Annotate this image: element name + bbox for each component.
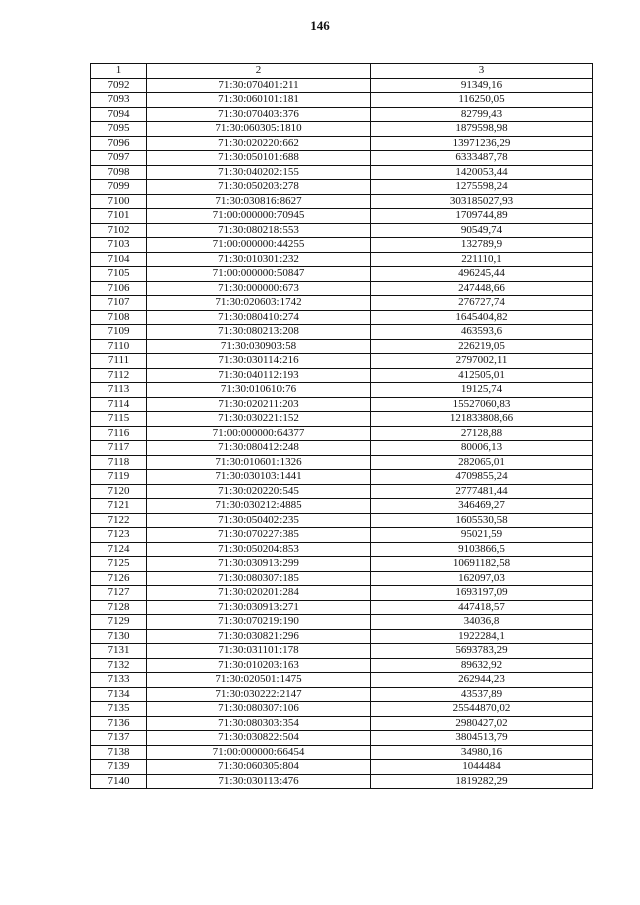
cadastral-number-cell: 71:00:000000:70945 [147,209,371,224]
value-cell: 34036,8 [371,615,593,630]
cadastral-number-cell: 71:30:010301:232 [147,252,371,267]
value-cell: 262944,23 [371,673,593,688]
table-row [91,180,593,195]
cadastral-number-cell: 71:00:000000:66454 [147,745,371,760]
page-number: 146 [310,18,330,33]
cadastral-number-cell: 71:30:030821:296 [147,629,371,644]
row-number-cell: 7122 [91,513,147,528]
table-row [91,426,593,441]
row-number-cell: 7107 [91,296,147,311]
table-row [91,499,593,514]
table-row [91,383,593,398]
cadastral-number-cell: 71:30:080303:354 [147,716,371,731]
table-row [91,615,593,630]
value-cell: 447418,57 [371,600,593,615]
row-number-cell: 7128 [91,600,147,615]
row-number-cell: 7111 [91,354,147,369]
table-row [91,136,593,151]
cadastral-number-cell: 71:30:020603:1742 [147,296,371,311]
row-number-cell: 7098 [91,165,147,180]
value-cell: 226219,05 [371,339,593,354]
value-cell: 1709744,89 [371,209,593,224]
row-number-cell: 7094 [91,107,147,122]
row-number-cell: 7129 [91,615,147,630]
cadastral-number-cell: 71:30:050204:853 [147,542,371,557]
table-row [91,600,593,615]
value-cell: 463593,6 [371,325,593,340]
cadastral-number-cell: 71:30:080307:185 [147,571,371,586]
row-number-cell: 7092 [91,78,147,93]
table-row [91,151,593,166]
table-row [91,412,593,427]
row-number-cell: 7132 [91,658,147,673]
cadastral-number-cell: 71:30:030221:152 [147,412,371,427]
table-row [91,470,593,485]
cadastral-number-cell: 71:30:020220:662 [147,136,371,151]
row-number-cell: 7097 [91,151,147,166]
value-cell: 13971236,29 [371,136,593,151]
cadastral-number-cell: 71:30:020220:545 [147,484,371,499]
row-number-cell: 7108 [91,310,147,325]
cadastral-number-cell: 71:30:031101:178 [147,644,371,659]
cadastral-number-cell: 71:30:040202:155 [147,165,371,180]
cadastral-number-cell: 71:30:060305:804 [147,760,371,775]
cadastral-number-cell: 71:00:000000:44255 [147,238,371,253]
value-cell: 9103866,5 [371,542,593,557]
cadastral-number-cell: 71:30:080218:553 [147,223,371,238]
value-cell: 10691182,58 [371,557,593,572]
row-number-cell: 7137 [91,731,147,746]
row-number-cell: 7101 [91,209,147,224]
cadastral-number-cell: 71:00:000000:64377 [147,426,371,441]
cadastral-number-cell: 71:30:030212:4885 [147,499,371,514]
table-row [91,658,593,673]
row-number-cell: 7126 [91,571,147,586]
value-cell: 276727,74 [371,296,593,311]
value-cell: 1645404,82 [371,310,593,325]
value-cell: 90549,74 [371,223,593,238]
row-number-cell: 7125 [91,557,147,572]
table-row [91,731,593,746]
row-number-cell: 7096 [91,136,147,151]
value-cell: 1420053,44 [371,165,593,180]
value-cell: 1879598,98 [371,122,593,137]
table-row [91,745,593,760]
table-row [91,252,593,267]
table-row [91,397,593,412]
row-number-cell: 7130 [91,629,147,644]
cadastral-number-cell: 71:30:040112:193 [147,368,371,383]
value-cell: 82799,43 [371,107,593,122]
cadastral-number-cell: 71:30:060101:181 [147,93,371,108]
row-number-cell: 7134 [91,687,147,702]
cadastral-number-cell: 71:30:080213:208 [147,325,371,340]
table-row [91,93,593,108]
table-row [91,194,593,209]
cadastral-number-cell: 71:30:010601:1326 [147,455,371,470]
cadastral-number-cell: 71:30:080412:248 [147,441,371,456]
column-header-1: 1 [91,64,147,79]
cadastral-number-cell: 71:30:070227:385 [147,528,371,543]
row-number-cell: 7100 [91,194,147,209]
row-number-cell: 7113 [91,383,147,398]
table-row [91,687,593,702]
table-body [91,78,593,789]
table-row [91,238,593,253]
cadastral-number-cell: 71:30:020501:1475 [147,673,371,688]
registry-table [90,63,593,789]
value-cell: 91349,16 [371,78,593,93]
row-number-cell: 7095 [91,122,147,137]
value-cell: 247448,66 [371,281,593,296]
table-row [91,455,593,470]
table-row [91,107,593,122]
value-cell: 95021,59 [371,528,593,543]
cadastral-number-cell: 71:30:030913:299 [147,557,371,572]
row-number-cell: 7112 [91,368,147,383]
value-cell: 221110,1 [371,252,593,267]
row-number-cell: 7133 [91,673,147,688]
cadastral-number-cell: 71:30:030822:504 [147,731,371,746]
table-row [91,223,593,238]
table-row [91,441,593,456]
row-number-cell: 7099 [91,180,147,195]
value-cell: 6333487,78 [371,151,593,166]
row-number-cell: 7136 [91,716,147,731]
table-row [91,325,593,340]
table-row [91,586,593,601]
table-header [91,64,593,79]
table-row [91,296,593,311]
column-header-3: 3 [371,64,593,79]
table-row [91,644,593,659]
cadastral-number-cell: 71:30:030222:2147 [147,687,371,702]
row-number-cell: 7116 [91,426,147,441]
value-cell: 132789,9 [371,238,593,253]
table-row [91,122,593,137]
cadastral-number-cell: 71:30:030114:216 [147,354,371,369]
value-cell: 1693197,09 [371,586,593,601]
row-number-cell: 7127 [91,586,147,601]
row-number-cell: 7138 [91,745,147,760]
row-number-cell: 7123 [91,528,147,543]
table-row [91,673,593,688]
table-row [91,281,593,296]
value-cell: 80006,13 [371,441,593,456]
table-row [91,557,593,572]
cadastral-number-cell: 71:30:030816:8627 [147,194,371,209]
value-cell: 1605530,58 [371,513,593,528]
header-row [91,64,593,79]
table-row [91,165,593,180]
row-number-cell: 7131 [91,644,147,659]
table-row [91,513,593,528]
row-number-cell: 7140 [91,774,147,789]
value-cell: 496245,44 [371,267,593,282]
cadastral-number-cell: 71:30:010610:76 [147,383,371,398]
cadastral-number-cell: 71:30:030913:271 [147,600,371,615]
table-row [91,267,593,282]
cadastral-number-cell: 71:30:050101:688 [147,151,371,166]
row-number-cell: 7105 [91,267,147,282]
table-row [91,702,593,717]
value-cell: 303185027,93 [371,194,593,209]
value-cell: 116250,05 [371,93,593,108]
row-number-cell: 7117 [91,441,147,456]
cadastral-number-cell: 71:30:070401:211 [147,78,371,93]
value-cell: 34980,16 [371,745,593,760]
table-row [91,716,593,731]
cadastral-number-cell: 71:30:010203:163 [147,658,371,673]
cadastral-number-cell: 71:30:000000:673 [147,281,371,296]
value-cell: 282065,01 [371,455,593,470]
table-row [91,368,593,383]
table-row [91,484,593,499]
row-number-cell: 7114 [91,397,147,412]
value-cell: 19125,74 [371,383,593,398]
value-cell: 2797002,11 [371,354,593,369]
table-row [91,774,593,789]
value-cell: 25544870,02 [371,702,593,717]
table-row [91,354,593,369]
value-cell: 3804513,79 [371,731,593,746]
cadastral-number-cell: 71:30:030113:476 [147,774,371,789]
value-cell: 2777481,44 [371,484,593,499]
row-number-cell: 7104 [91,252,147,267]
value-cell: 1922284,1 [371,629,593,644]
cadastral-number-cell: 71:30:020201:284 [147,586,371,601]
value-cell: 1819282,29 [371,774,593,789]
value-cell: 1044484 [371,760,593,775]
cadastral-number-cell: 71:00:000000:50847 [147,267,371,282]
row-number-cell: 7110 [91,339,147,354]
value-cell: 346469,27 [371,499,593,514]
cadastral-number-cell: 71:30:060305:1810 [147,122,371,137]
cadastral-number-cell: 71:30:050203:278 [147,180,371,195]
table-row [91,209,593,224]
table-row [91,78,593,93]
row-number-cell: 7106 [91,281,147,296]
cadastral-number-cell: 71:30:030103:1441 [147,470,371,485]
cadastral-number-cell: 71:30:080307:106 [147,702,371,717]
table-row [91,629,593,644]
value-cell: 27128,88 [371,426,593,441]
table-row [91,542,593,557]
row-number-cell: 7109 [91,325,147,340]
column-header-2: 2 [147,64,371,79]
value-cell: 4709855,24 [371,470,593,485]
value-cell: 412505,01 [371,368,593,383]
row-number-cell: 7135 [91,702,147,717]
value-cell: 89632,92 [371,658,593,673]
cadastral-number-cell: 71:30:070219:190 [147,615,371,630]
row-number-cell: 7120 [91,484,147,499]
value-cell: 121833808,66 [371,412,593,427]
value-cell: 2980427,02 [371,716,593,731]
value-cell: 15527060,83 [371,397,593,412]
table-row [91,760,593,775]
table-row [91,571,593,586]
value-cell: 1275598,24 [371,180,593,195]
row-number-cell: 7103 [91,238,147,253]
row-number-cell: 7093 [91,93,147,108]
cadastral-number-cell: 71:30:030903:58 [147,339,371,354]
value-cell: 5693783,29 [371,644,593,659]
row-number-cell: 7102 [91,223,147,238]
value-cell: 43537,89 [371,687,593,702]
cadastral-number-cell: 71:30:070403:376 [147,107,371,122]
row-number-cell: 7115 [91,412,147,427]
cadastral-number-cell: 71:30:020211:203 [147,397,371,412]
row-number-cell: 7118 [91,455,147,470]
row-number-cell: 7124 [91,542,147,557]
value-cell: 162097,03 [371,571,593,586]
row-number-cell: 7119 [91,470,147,485]
row-number-cell: 7121 [91,499,147,514]
table-row [91,339,593,354]
table-row [91,310,593,325]
table-row [91,528,593,543]
cadastral-number-cell: 71:30:050402:235 [147,513,371,528]
cadastral-number-cell: 71:30:080410:274 [147,310,371,325]
row-number-cell: 7139 [91,760,147,775]
